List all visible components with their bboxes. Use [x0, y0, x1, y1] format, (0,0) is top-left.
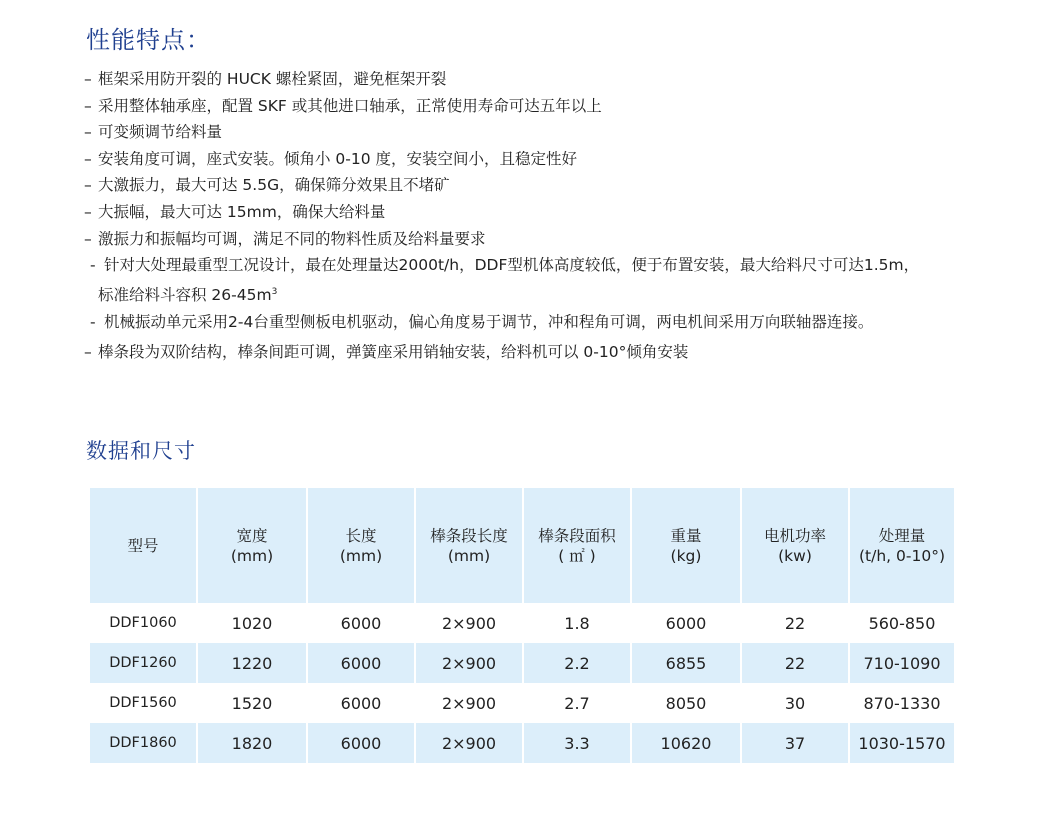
cell-capacity: 710-1090 — [850, 643, 956, 683]
bullet-dash: – — [84, 343, 92, 362]
feature-text: 大激振力，最大可达 5.5G，确保筛分效果且不堵矿 — [98, 176, 450, 195]
cell-grizzly-area: 1.8 — [524, 603, 632, 643]
feature-text: 安装角度可调，座式安装。倾角小 0-10 度，安装空间小，且稳定性好 — [98, 149, 578, 168]
feature-item — [84, 309, 1024, 336]
cell-weight: 10620 — [632, 723, 742, 763]
feature-item — [84, 172, 1024, 199]
header-capacity: 处理量 (t/h, 0-10°) — [850, 488, 956, 603]
cell-weight: 8050 — [632, 683, 742, 723]
feature-text: 可变频调节给料量 — [98, 123, 223, 142]
specs-title: 数据和尺寸 — [86, 439, 196, 463]
bullet-dash: – — [84, 202, 92, 221]
feature-item — [84, 146, 1024, 173]
features-list — [84, 66, 1024, 366]
cell-grizzly-length: 2×900 — [416, 603, 524, 643]
cell-capacity: 1030-1570 — [850, 723, 956, 763]
bullet-dash: – — [84, 176, 92, 195]
cell-grizzly-length: 2×900 — [416, 723, 524, 763]
feature-text: 采用整体轴承座，配置 SKF 或其他进口轴承，正常使用寿命可达五年以上 — [98, 96, 602, 115]
bullet-dash: – — [84, 123, 92, 142]
cell-model: DDF1860 — [90, 723, 198, 763]
feature-text: 针对大处理最重型工况设计，最在处理量达2000t/h，DDF型机体高度较低，便于布置安装，最大给料尺寸可达1.5m， — [104, 256, 920, 275]
cell-weight: 6855 — [632, 643, 742, 683]
features-title: 性能特点： — [86, 26, 211, 54]
table-row — [90, 723, 956, 763]
bullet-dash: – — [84, 149, 92, 168]
feature-text: 大振幅，最大可达 15mm，确保大给料量 — [98, 202, 386, 221]
feature-text: 激振力和振幅均可调，满足不同的物料性质及给料量要求 — [98, 229, 486, 248]
feature-item — [84, 226, 1024, 253]
cell-motor-power: 30 — [742, 683, 850, 723]
feature-item — [84, 252, 1024, 279]
cell-grizzly-length: 2×900 — [416, 643, 524, 683]
cell-model: DDF1560 — [90, 683, 198, 723]
cell-width: 1520 — [198, 683, 308, 723]
table-header-row — [90, 488, 956, 603]
feature-text: 框架采用防开裂的 HUCK 螺栓紧固，避免框架开裂 — [98, 70, 447, 88]
feature-item — [84, 339, 1024, 366]
header-weight: 重量 (kg) — [632, 488, 742, 603]
table-row — [90, 603, 956, 643]
feature-text: 机械振动单元采用2-4台重型侧板电机驱动，偏心角度易于调节，冲和程角可调，两电机间采用万向联轴器连接。 — [104, 312, 874, 331]
header-model: 型号 — [90, 488, 198, 603]
table-row — [90, 683, 956, 723]
table-row — [90, 643, 956, 683]
cell-model: DDF1260 — [90, 643, 198, 683]
cell-model: DDF1060 — [90, 603, 198, 643]
header-motor-power: 电机功率 (kw) — [742, 488, 850, 603]
specs-table — [90, 488, 956, 763]
bullet-dash: – — [84, 70, 92, 88]
cell-length: 6000 — [308, 603, 416, 643]
header-grizzly-length: 棒条段长度 (mm) — [416, 488, 524, 603]
feature-item — [84, 93, 1024, 120]
superscript: 3 — [271, 286, 278, 297]
cell-length: 6000 — [308, 643, 416, 683]
cell-motor-power: 22 — [742, 603, 850, 643]
cell-width: 1020 — [198, 603, 308, 643]
cell-length: 6000 — [308, 683, 416, 723]
cell-grizzly-area: 3.3 — [524, 723, 632, 763]
cell-motor-power: 22 — [742, 643, 850, 683]
cell-grizzly-area: 2.7 — [524, 683, 632, 723]
feature-item-continuation — [84, 279, 1024, 309]
feature-item — [84, 119, 1024, 146]
cell-motor-power: 37 — [742, 723, 850, 763]
cell-length: 6000 — [308, 723, 416, 763]
header-width: 宽度 (mm) — [198, 488, 308, 603]
feature-item — [84, 66, 1024, 93]
header-length: 长度 (mm) — [308, 488, 416, 603]
bullet-dash: - — [90, 312, 96, 331]
bullet-dash: – — [84, 229, 92, 248]
feature-item — [84, 199, 1024, 226]
cell-width: 1220 — [198, 643, 308, 683]
bullet-dash: - — [90, 256, 96, 275]
cell-width: 1820 — [198, 723, 308, 763]
cell-grizzly-length: 2×900 — [416, 683, 524, 723]
feature-text: 标准给料斗容积 26-45m — [98, 285, 272, 304]
bullet-dash: – — [84, 96, 92, 115]
cell-capacity: 560-850 — [850, 603, 956, 643]
header-grizzly-area: 棒条段面积 ( ㎡ ) — [524, 488, 632, 603]
feature-text: 棒条段为双阶结构，棒条间距可调，弹簧座采用销轴安装，给料机可以 0-10°倾角安装 — [98, 343, 689, 362]
cell-grizzly-area: 2.2 — [524, 643, 632, 683]
cell-capacity: 870-1330 — [850, 683, 956, 723]
cell-weight: 6000 — [632, 603, 742, 643]
